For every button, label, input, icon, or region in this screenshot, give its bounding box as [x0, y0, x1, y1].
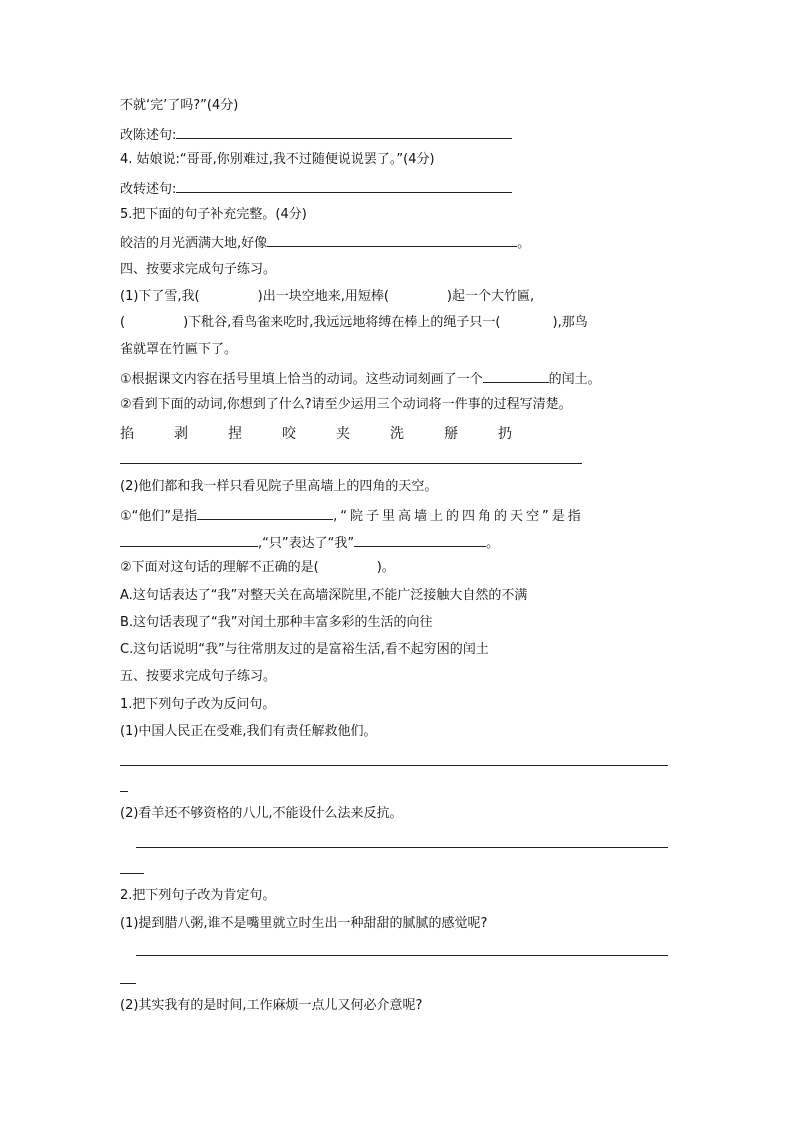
verb-item: 剥: [174, 426, 188, 442]
task-1-heading: 1.把下列句子改为反问句。: [120, 697, 276, 712]
answer-line-1[interactable]: [120, 765, 668, 766]
sub-question-3-line-1: ①“他们”是指 ,“院子里高墙上的四角的天空”是指: [120, 505, 584, 527]
verb-list: [120, 424, 512, 445]
answer-blank-7[interactable]: [354, 532, 486, 547]
answer-blank-2[interactable]: [176, 178, 512, 193]
sub-question-2: ②看到下面的动词,你想到了什么?请至少运用三个动词将一件事的过程写清楚。: [120, 397, 572, 412]
task-2-sentence-1: (1)提到腊八粥,谁不是嘴里就立时生出一种甜甜的腻腻的感觉呢?: [120, 916, 488, 931]
question-4: 4. 姑娘说:“哥哥,你别难过,我不过随便说说罢了。”(4分): [120, 152, 435, 167]
task-1-sentence-2: (2)看羊还不够资格的八儿,不能设什么法来反抗。: [120, 806, 403, 821]
passage-sentence-2: (2)他们都和我一样只看见院子里高墙上的四角的天空。: [120, 479, 438, 494]
answer-blank-5[interactable]: [197, 505, 333, 520]
answer-blank-3[interactable]: [267, 232, 517, 247]
answer-blank-4[interactable]: [483, 368, 549, 383]
question-5: 5.把下面的句子补充完整。(4分): [120, 207, 307, 222]
verb-item: 夹: [336, 426, 350, 442]
task-1-sentence-1: (1)中国人民正在受难,我们有责任解救他们。: [120, 724, 377, 739]
sub-question-3-line-2: ,“只”表达了“我” 。: [120, 532, 499, 554]
section-5-heading: 五、按要求完成句子练习。: [120, 669, 277, 684]
option-a[interactable]: A.这句话表达了“我”对整天关在高墙深院里,不能广泛接触大自然的不满: [120, 588, 528, 603]
verb-item: 咬: [282, 426, 296, 442]
task-2-heading: 2.把下列句子改为肯定句。: [120, 888, 276, 903]
answer-line-3-tail: [120, 983, 136, 984]
option-c[interactable]: C.这句话说明“我”与往常朋友过的是富裕生活,看不起穷困的闰土: [120, 642, 489, 657]
question-tail: 不就‘完’了吗?”(4分): [120, 98, 239, 113]
verb-item: 掐: [120, 426, 134, 442]
verb-item: 掰: [444, 426, 458, 442]
passage-line-3: 雀就罩在竹匾下了。: [120, 342, 238, 357]
answer-line-3[interactable]: [136, 955, 668, 956]
indirect-label: 改转述句:: [120, 178, 512, 200]
passage-line-1: (1)下了雪,我( )出一块空地来,用短棒( )起一个大竹匾,: [120, 289, 535, 304]
section-4-heading: 四、按要求完成句子练习。: [120, 262, 277, 277]
answer-blank-6[interactable]: [120, 532, 258, 547]
complete-sentence: 皎洁的月光洒满大地,好像 。: [120, 232, 530, 254]
declarative-label: 改陈述句:: [120, 124, 512, 146]
task-2-sentence-2: (2)其实我有的是时间,工作麻烦一点儿又何必介意呢?: [120, 998, 423, 1013]
sub-question-1: ①根据课文内容在括号里填上恰当的动词。这些动词刻画了一个 的闰土。: [120, 368, 601, 390]
answer-line-2[interactable]: [136, 847, 668, 848]
option-b[interactable]: B.这句话表现了“我”对闰土那种丰富多彩的生活的向往: [120, 615, 433, 630]
verb-item: 洗: [390, 426, 404, 442]
passage-line-2: ( )下秕谷,看鸟雀来吃时,我远远地将缚在棒上的绳子只一( ),那鸟: [120, 315, 588, 330]
answer-line-1-tail: [120, 791, 128, 792]
answer-line-2-tail: [120, 873, 144, 874]
verb-item: 扔: [498, 426, 512, 442]
answer-line-verbs[interactable]: [120, 463, 582, 464]
verb-item: 捏: [228, 426, 242, 442]
answer-blank-1[interactable]: [176, 124, 512, 139]
sub-question-4: ②下面对这句话的理解不正确的是( )。: [120, 560, 395, 575]
